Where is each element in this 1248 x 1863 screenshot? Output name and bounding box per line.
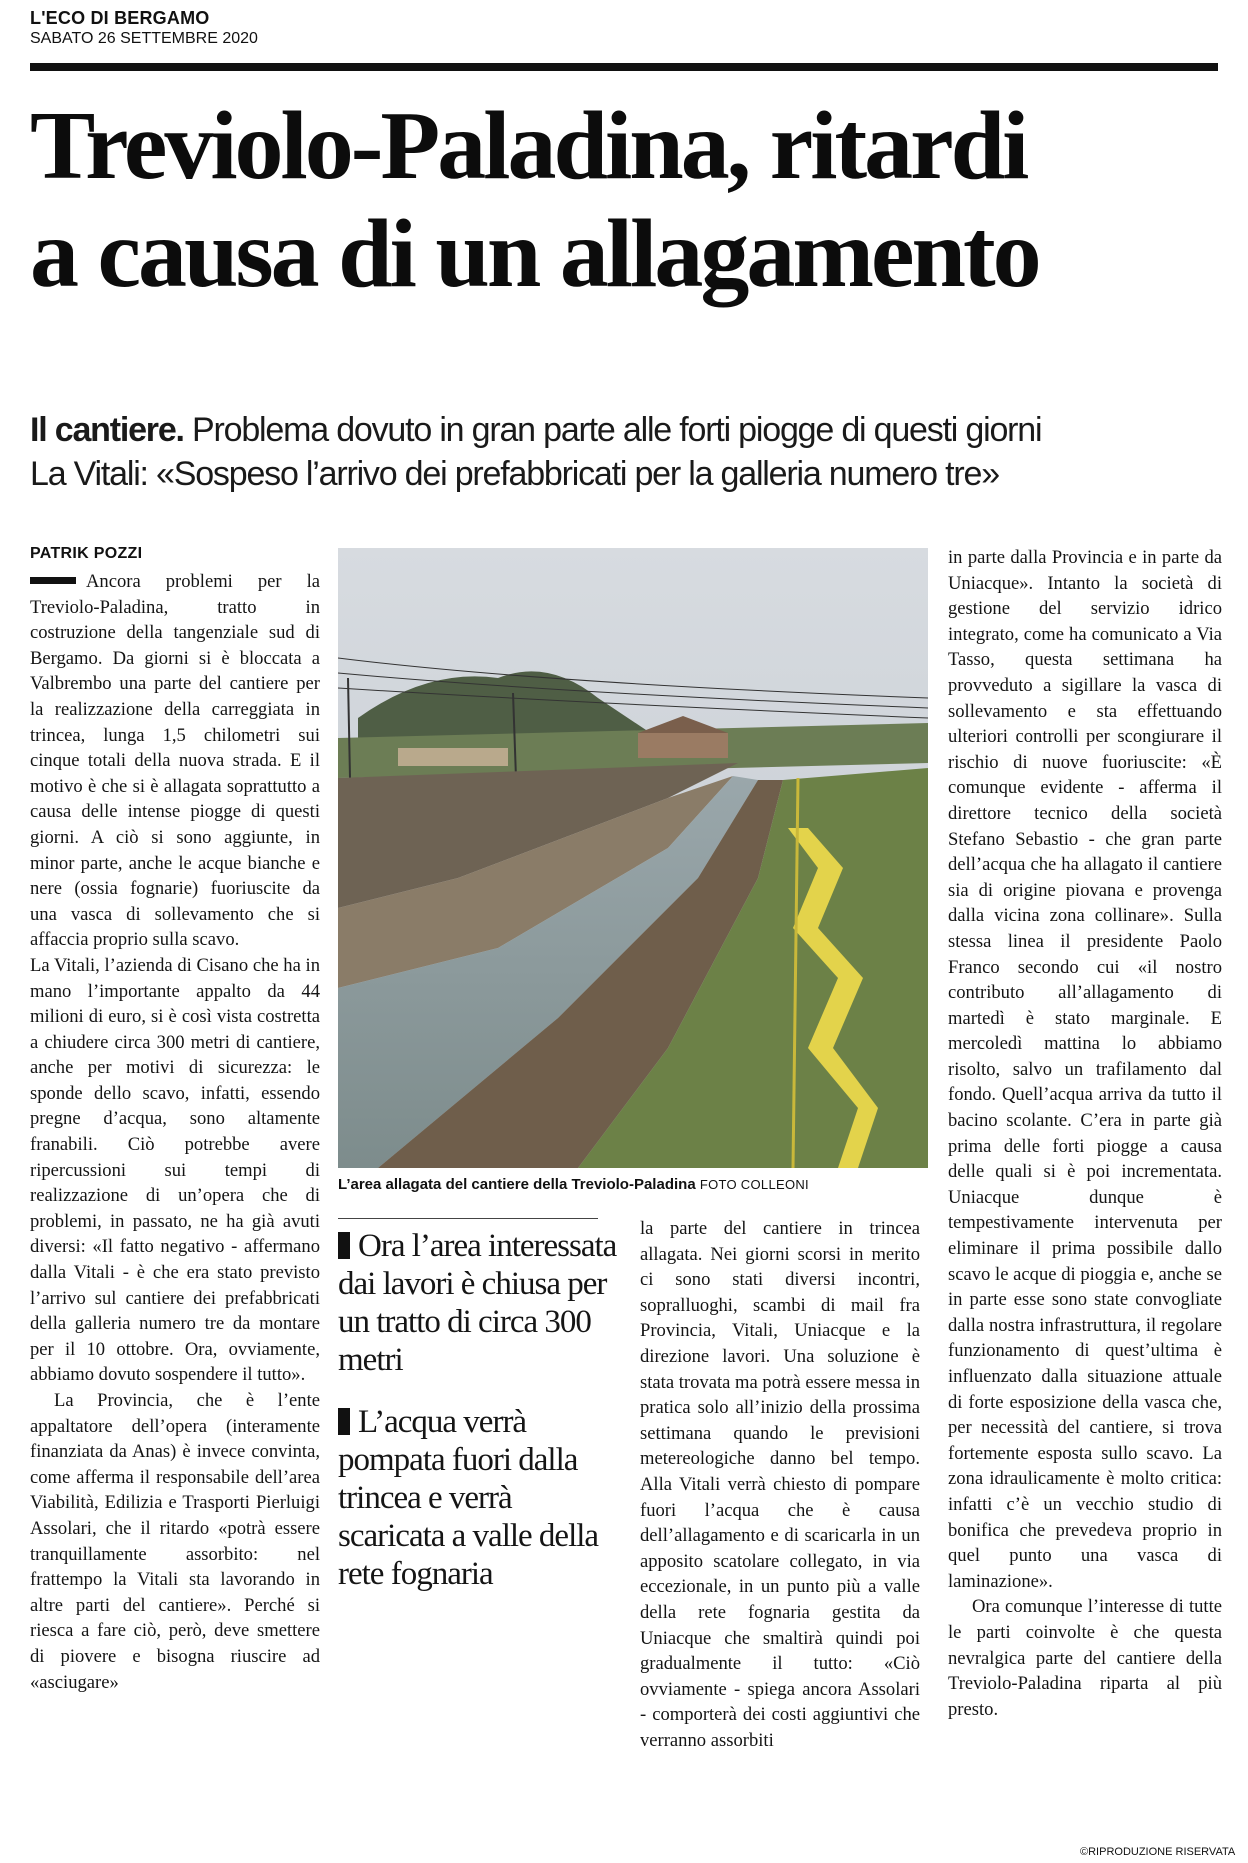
subhead: [30, 408, 1230, 496]
article-photo: [338, 548, 928, 1168]
pullquote: [338, 1227, 618, 1379]
subhead-line-1: [30, 408, 1230, 452]
flooded-trench-image: [338, 548, 928, 1168]
caption-text: L’area allagata del cantiere della Treviolo-Paladina: [338, 1176, 696, 1193]
paragraph-text: Ancora problemi per la Treviolo-Paladina, tratto in costruzione della tangenziale sud di Bergamo. Da giorni si è bloccata a Valbrembo una parte del cantiere per la realizzazione della carreggiata in trincea, lunga 1,5 chilometri sui cinque totali della nuova strada. E il motivo è che si è allagata soprattutto a causa delle intense piogge di questi giorni. A ciò si sono aggiunte, in minor parte, anche le acque bianche e nere (ossia fognarie) fuoriuscite da una vasca di sollevamento che si affaccia proprio sulla scavo.: [30, 571, 320, 951]
photo-credit: FOTO COLLEONI: [699, 1177, 809, 1192]
publication-name: L'ECO DI BERGAMO: [30, 8, 210, 28]
lead-bar-icon: [30, 577, 76, 584]
article-paragraph: La Provincia, che è l’ente appaltatore dell’opera (interamente finanziata da Anas) è invece convinta, come afferma il responsabile dell’area Viabilità, Edilizia e Trasporti Pierluigi Assolari, che il ritardo «potrà essere tranquillamente assorbito: nel frattempo la Vitali sta lavorando in altre parti del cantiere». Perché si riesca a fare ciò, però, deve smettere di piovere e bisogna riuscire ad «asciugare»: [30, 1390, 320, 1693]
headline-line-1: Treviolo-Paladina, ritardi: [30, 92, 1027, 200]
article-paragraph: in parte dalla Provincia e in parte da Uniacque». Intanto la società di gestione del servizio idrico integrato, come ha comunicato a Via Tasso, questa settimana ha provveduto a sigillare la vasca di sollevamento e sta effettuando ulteriori controlli per scongiurare il rischio di nuove fuoriuscite: «È comunque evidente - afferma il direttore tecnico della società Stefano Sebastio - che gran parte dell’acqua che ha allagato il cantiere sia di origine piovana e provenga dalla vicina zona collinare». Sulla stessa linea il presidente Paolo Franco secondo cui «il nostro contributo all’allagamento di martedì è stato marginale. E mercoledì mattina lo abbiamo risolto, salvo un trafilamento dal fondo. Quell’acqua arriva da tutto il bacino scolante. C’era in parte già prima delle forti piogge a causa delle quali si è poi incrementata. Uniacque dunque è tempestivamente intervenuta per eliminare il prima possibile dallo scavo le acque di pioggia e, anche se in parte esse sono state convogliate dalla nostra infrastruttura, il regolare funzionamento di quest’ultima è influenzato dalla situazione attuale di forte esposizione della vasca che, per necessità del cantiere, si trova fortemente esposta sullo scavo. La zona idraulicamente è molto critica: infatti c’è un vecchio studio di bonifica che prevedeva proprio in quel punto una vasca di laminazione».: [948, 547, 1222, 1592]
article-paragraph: la parte del cantiere in trincea allagata. Nei giorni scorsi in merito ci sono stati diversi incontri, sopralluoghi, scambi di mail fra Provincia, Vitali, Uniacque e la direzione lavori. Una soluzione è stata trovata ma potrà essere messa in pratica solo all’inizio della prossima settimana quando le previsioni metereologiche danno bel tempo. Alla Vitali verrà chiesto di pompare fuori l’acqua che è causa dell’allagamento e di scaricarla in un apposito scatolare collegato, in via eccezionale, in un punto più a valle della rete fognaria gestita da Uniacque che smaltirà quindi poi gradualmente il tutto: «Ciò ovviamente - spiega ancora Assolari - comporterà dei costi aggiuntivi che verranno assorbiti: [640, 1218, 920, 1751]
pullquote-marker-icon: [338, 1232, 350, 1259]
pullquote-rule: [338, 1218, 598, 1219]
article-paragraph: [30, 569, 320, 953]
headline-line-2: a causa di un allagamento: [30, 200, 1039, 308]
article-paragraph: La Vitali, l’azienda di Cisano che ha in mano l’importante appalto da 44 milioni di euro, si è così vista costretta a chiudere circa 300 metri di cantiere, anche per motivi di sicurezza: le sponde dello scavo, infatti, essendo pregne d’acqua, sono altamente franabili. Ciò potrebbe avere ripercussioni sui tempi di realizzazione di un’opera che di problemi, in passato, ne ha già avuti diversi: «Il fatto negativo - affermano dalla Vitali - è che era stato previsto l’arrivo sul cantiere dei prefabbricati della galleria numero tre da montare per il 10 ottobre. Ora, ovviamente, abbiamo dovuto sospendere il tutto».: [30, 954, 320, 1386]
byline: PATRIK POZZI: [30, 545, 143, 562]
article-column-1: [30, 569, 320, 1695]
publication-date: SABATO 26 SETTEMBRE 2020: [30, 30, 258, 47]
pullquotes: [338, 1218, 618, 1617]
copyright-notice: ©RIPRODUZIONE RISERVATA: [1080, 1846, 1236, 1858]
article-column-3: [948, 545, 1222, 1722]
subhead-line-2: La Vitali: «Sospeso l’arrivo dei prefabbricati per la galleria numero tre»: [30, 455, 999, 493]
photo-caption: [338, 1176, 938, 1193]
pullquote: [338, 1403, 618, 1593]
header-rule: [30, 63, 1218, 71]
pullquote-marker-icon: [338, 1408, 350, 1435]
article-paragraph: Ora comunque l’interesse di tutte le parti coinvolte è che questa nevralgica parte del cantiere della Treviolo-Paladina riparta al più presto.: [948, 1596, 1222, 1720]
pullquote-text: Ora l’area interessata dai lavori è chiusa per un tratto di circa 300 metri: [338, 1228, 617, 1378]
subhead-kicker: Il cantiere.: [30, 411, 184, 449]
subhead-line-1-text: Problema dovuto in gran parte alle forti piogge di questi giorni: [183, 411, 1042, 449]
pullquote-text: L’acqua verrà pompata fuori dalla trincea e verrà scaricata a valle della rete fognaria: [338, 1404, 599, 1592]
article-column-2: [640, 1216, 920, 1753]
headline: [30, 92, 1230, 308]
